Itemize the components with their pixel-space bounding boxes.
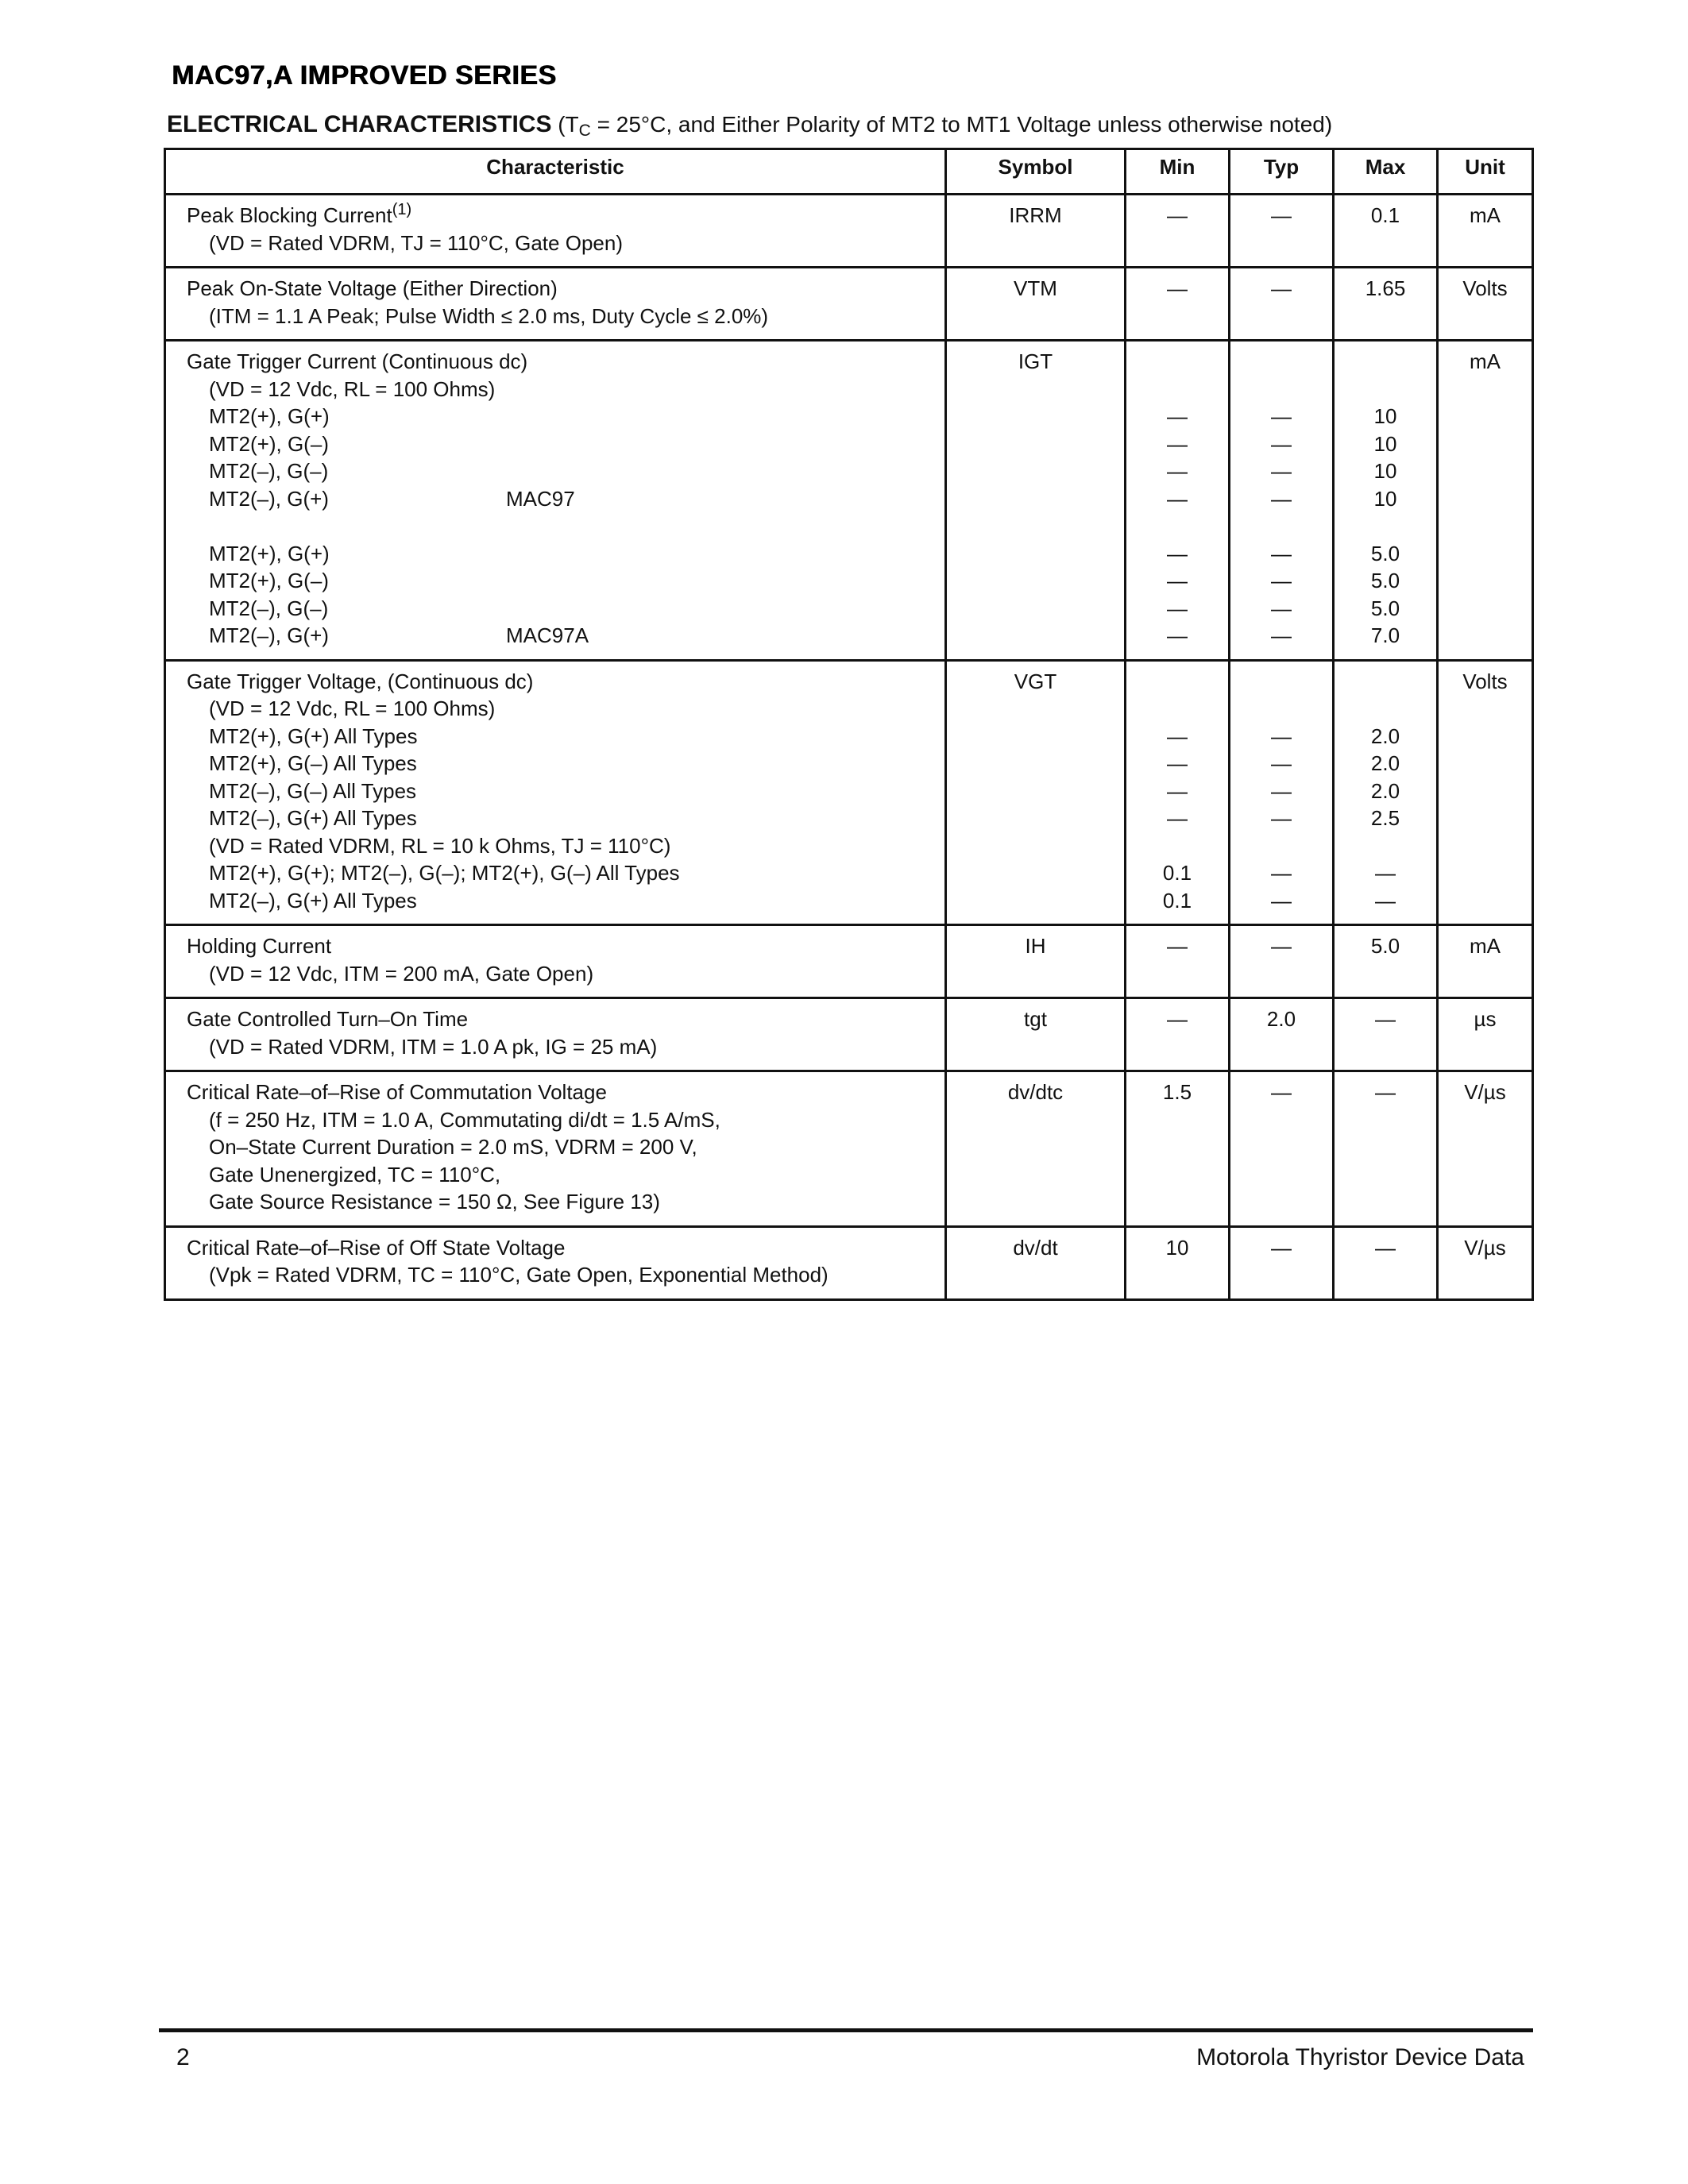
row-min: 10 [1165,1235,1189,1260]
header-unit: Unit [1438,149,1533,195]
sub-row-typ: — [1271,596,1292,620]
sub-row-max: 5.0 [1370,569,1400,592]
row-condition: Gate Source Resistance = 150 Ω, See Figure 13) [209,1190,660,1214]
table-row [165,660,1533,925]
row-name: Peak Blocking Current [187,203,392,227]
sub-row-label: MT2(–), G(–) [209,459,329,483]
sub-row-typ: — [1271,404,1292,428]
sub-row-max: 7.0 [1370,623,1400,647]
sub-row-max: 10 [1373,404,1397,428]
row-condition: (VD = Rated VDRM, ITM = 1.0 A pk, IG = 25 mA) [209,1034,658,1059]
row-unit: mA [1470,349,1501,373]
sub-row-typ: — [1271,486,1292,511]
section-condition-pre: (T [551,112,579,137]
table-row [165,998,1533,1071]
row-max: — [1375,1235,1396,1260]
sub-row-typ: — [1271,431,1292,456]
sub-row-typ: — [1271,751,1292,775]
row-condition: (VD = 12 Vdc, ITM = 200 mA, Gate Open) [209,961,594,986]
row-unit: µs [1474,1007,1497,1031]
publication-title: Motorola Thyristor Device Data [1196,2044,1524,2070]
row-condition: (VD = 12 Vdc, RL = 100 Ohms) [209,696,496,720]
row-symbol: tgt [1024,1007,1047,1031]
sub-row-typ: — [1271,569,1292,592]
sub-row-max: 2.0 [1370,723,1400,748]
row-max: 5.0 [1370,934,1400,958]
sub-row-label: MT2(+), G(+); MT2(–), G(–); MT2(+), G(–) All Types [209,861,680,885]
row-typ: — [1271,1080,1292,1104]
row-name: Holding Current [187,934,332,958]
row-name: Gate Controlled Turn–On Time [187,1007,469,1031]
row-symbol: VGT [1014,669,1057,693]
sub-row-min: 0.1 [1162,888,1192,913]
row-name: Critical Rate–of–Rise of Off State Voltage [187,1235,566,1260]
sub-row-min: — [1167,404,1188,428]
header-characteristic: Characteristic [165,149,946,195]
table-row [165,195,1533,268]
sub-row-label: MT2(–), G(+) MAC97A [187,622,941,650]
device-tag: MAC97A [506,623,589,647]
row-max: — [1375,1080,1396,1104]
sub-row-max: 2.5 [1370,806,1400,830]
sub-row-label: MT2(+), G(–) All Types [209,751,417,775]
sub-row-typ: — [1271,723,1292,748]
table-row [165,1071,1533,1227]
sub-row-label: MT2(–), G(+) MAC97 [187,485,941,513]
table-row [165,341,1533,661]
row-typ: — [1271,203,1292,227]
sub-row-label: MT2(–), G(+) All Types [209,888,417,913]
row-unit: V/µs [1464,1080,1506,1104]
sub-row-label: MT2(+), G(–) [209,569,329,592]
header-symbol: Symbol [946,149,1126,195]
sub-row-label: MT2(–), G(–) All Types [209,778,417,803]
table-row [165,925,1533,998]
sub-row-label: MT2(–), G(+) All Types [209,806,417,830]
sub-row-typ: — [1271,459,1292,483]
sub-row-min: — [1167,569,1188,592]
sub-row-min: — [1167,431,1188,456]
row-typ: — [1271,276,1292,300]
row-min: — [1167,203,1188,227]
row-typ: 2.0 [1266,1007,1296,1031]
row-symbol: dv/dt [1013,1235,1058,1260]
sub-row-min: — [1167,541,1188,565]
row-name: Critical Rate–of–Rise of Commutation Voltage [187,1080,607,1104]
sub-row-min: — [1167,486,1188,511]
section-condition-sub: C [578,122,591,140]
footnote-ref: (1) [392,201,412,218]
row-unit: V/µs [1464,1235,1506,1260]
row-condition: Gate Unenergized, TC = 110°C, [209,1162,501,1187]
row-condition: (VD = 12 Vdc, RL = 100 Ohms) [209,376,496,401]
row-min: — [1167,1007,1188,1031]
row-condition: (ITM = 1.1 A Peak; Pulse Width ≤ 2.0 ms, Duty Cycle ≤ 2.0%) [209,303,769,328]
sub-row-label: MT2(+), G(+) [209,404,330,428]
row-unit: Volts [1462,276,1508,300]
sub-row-max: 5.0 [1370,541,1400,565]
sub-row-typ: — [1271,778,1292,803]
sub-row-label: MT2(+), G(+) All Types [209,723,418,748]
sub-row-min: 0.1 [1162,861,1192,885]
row-name: Peak On-State Voltage (Either Direction) [187,276,558,300]
sub-row-label: MT2(–), G(–) [209,596,329,620]
section-title [167,111,1332,141]
sub-row-min: — [1167,459,1188,483]
section-title-label: ELECTRICAL CHARACTERISTICS [167,111,552,137]
sub-row-max: 2.0 [1370,778,1400,803]
page-number: 2 [176,2044,190,2070]
electrical-characteristics-table [164,148,1534,1301]
sub-row-typ: — [1271,806,1292,830]
footer-divider [159,2028,1533,2032]
row-min: — [1167,934,1188,958]
sub-row-max: 5.0 [1370,596,1400,620]
row-unit: mA [1470,934,1501,958]
header-typ: Typ [1230,149,1334,195]
sub-row-max: 10 [1373,486,1397,511]
sub-row-min: — [1167,806,1188,830]
row-condition: (VD = Rated VDRM, TJ = 110°C, Gate Open) [209,230,623,255]
row-condition: (VD = Rated VDRM, RL = 10 k Ohms, TJ = 110°C) [209,833,671,858]
header-max: Max [1334,149,1438,195]
table-row [165,268,1533,341]
row-max: — [1375,1007,1396,1031]
row-condition: (f = 250 Hz, ITM = 1.0 A, Commutating di/dt = 1.5 A/mS, [209,1107,720,1132]
row-symbol: IRRM [1009,203,1062,227]
sub-row-max: — [1375,861,1396,885]
device-tag: MAC97 [506,486,575,511]
series-title: MAC97,A IMPROVED SERIES [172,60,557,91]
sub-row-min: — [1167,623,1188,647]
sub-row-min: — [1167,596,1188,620]
sub-row-min: — [1167,778,1188,803]
header-min: Min [1126,149,1230,195]
row-min: 1.5 [1162,1080,1192,1104]
sub-row-label: MT2(+), G(–) [209,431,329,456]
row-name: Gate Trigger Voltage, (Continuous dc) [187,669,534,693]
row-symbol: IH [1025,934,1046,958]
table-header-row [165,149,1533,195]
row-unit: mA [1470,203,1501,227]
sub-row-max: 2.0 [1370,751,1400,775]
sub-row-min: — [1167,723,1188,748]
sub-row-typ: — [1271,541,1292,565]
section-condition-post: = 25°C, and Either Polarity of MT2 to MT1 Voltage unless otherwise noted) [590,112,1333,137]
row-unit: Volts [1462,669,1508,693]
sub-row-label: MT2(+), G(+) [209,541,330,565]
row-name: Gate Trigger Current (Continuous dc) [187,349,528,373]
row-symbol: dv/dtc [1007,1080,1064,1104]
row-typ: — [1271,1235,1292,1260]
row-condition: (Vpk = Rated VDRM, TC = 110°C, Gate Open, Exponential Method) [209,1263,829,1287]
row-condition: On–State Current Duration = 2.0 mS, VDRM = 200 V, [209,1135,697,1159]
sub-row-typ: — [1271,861,1292,885]
sub-row-min: — [1167,751,1188,775]
row-symbol: VTM [1014,276,1057,300]
row-max: 0.1 [1370,203,1400,227]
row-max: 1.65 [1365,276,1406,300]
row-typ: — [1271,934,1292,958]
sub-row-max: — [1375,888,1396,913]
row-symbol: IGT [1018,349,1053,373]
sub-row-typ: — [1271,888,1292,913]
sub-row-typ: — [1271,623,1292,647]
sub-row-max: 10 [1373,459,1397,483]
sub-row-max: 10 [1373,431,1397,456]
table-row [165,1226,1533,1299]
row-min: — [1167,276,1188,300]
